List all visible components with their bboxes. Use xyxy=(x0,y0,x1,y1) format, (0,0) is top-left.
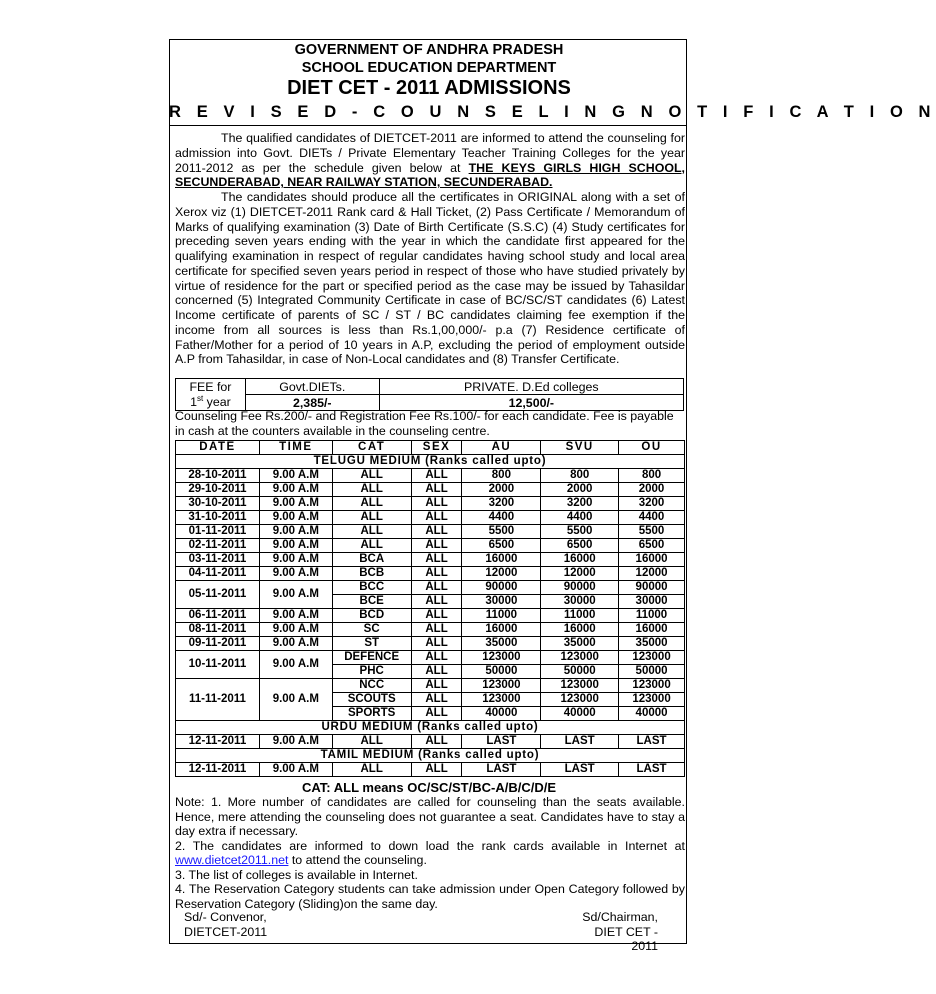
date-cell: 12-11-2011 xyxy=(176,735,260,749)
time-cell: 9.00 A.M xyxy=(259,553,332,567)
ou-cell: 30000 xyxy=(619,595,685,609)
ou-cell: 5500 xyxy=(619,525,685,539)
sex-cell: ALL xyxy=(411,665,462,679)
svu-cell: 123000 xyxy=(541,693,619,707)
svu-cell: LAST xyxy=(541,735,619,749)
sex-cell: ALL xyxy=(411,679,462,693)
table-row xyxy=(176,511,685,525)
date-cell: 01-11-2011 xyxy=(176,525,260,539)
intro-paragraph xyxy=(175,131,685,190)
date-cell: 08-11-2011 xyxy=(176,623,260,637)
fee-header-row xyxy=(176,379,684,395)
cat-cell: BCB xyxy=(332,567,411,581)
svu-cell: 12000 xyxy=(541,567,619,581)
au-cell: 6500 xyxy=(462,539,541,553)
table-row xyxy=(176,679,685,693)
cat-cell: ALL xyxy=(332,469,411,483)
svu-cell: 40000 xyxy=(541,707,619,721)
date-cell: 04-11-2011 xyxy=(176,567,260,581)
sex-cell: ALL xyxy=(411,553,462,567)
section-row-telugu xyxy=(176,455,685,469)
date-cell: 28-10-2011 xyxy=(176,469,260,483)
svu-cell: 5500 xyxy=(541,525,619,539)
table-row xyxy=(176,469,685,483)
au-cell: 30000 xyxy=(462,595,541,609)
date-cell: 02-11-2011 xyxy=(176,539,260,553)
cat-cell: ALL xyxy=(332,539,411,553)
au-cell: 2000 xyxy=(462,483,541,497)
intro-venue: THE KEYS GIRLS HIGH SCHOOL, SECUNDERABAD, NEAR RAILWAY STATION, SECUNDERABAD. xyxy=(175,160,685,190)
cat-cell: BCA xyxy=(332,553,411,567)
au-cell: 123000 xyxy=(462,651,541,665)
table-row xyxy=(176,567,685,581)
svu-cell: 3200 xyxy=(541,497,619,511)
fee-label-num: 1 xyxy=(190,395,197,410)
section-row-tamil xyxy=(176,749,685,763)
table-row xyxy=(176,637,685,651)
svu-cell: 16000 xyxy=(541,623,619,637)
svu-cell: 123000 xyxy=(541,651,619,665)
section-tamil-medium: TAMIL MEDIUM (Ranks called upto) xyxy=(176,749,685,763)
rank-schedule-table xyxy=(175,440,685,777)
notes-section xyxy=(175,795,685,911)
svu-cell: 11000 xyxy=(541,609,619,623)
table-row xyxy=(176,735,685,749)
table-row xyxy=(176,539,685,553)
au-cell: 35000 xyxy=(462,637,541,651)
ou-cell: 35000 xyxy=(619,637,685,651)
table-row xyxy=(176,483,685,497)
table-header-row xyxy=(176,441,685,455)
date-cell: 11-11-2011 xyxy=(176,679,260,721)
certificates-paragraph xyxy=(175,190,685,367)
cat-cell: BCC xyxy=(332,581,411,595)
cat-cell: ALL xyxy=(332,735,411,749)
signature-chairman xyxy=(568,910,658,954)
header-government: GOVERNMENT OF ANDHRA PRADESH xyxy=(294,42,564,58)
table-row xyxy=(176,763,685,777)
table-row xyxy=(176,497,685,511)
au-cell: 4400 xyxy=(462,511,541,525)
date-cell: 03-11-2011 xyxy=(176,553,260,567)
fee-label-line1: FEE for xyxy=(176,379,246,395)
cat-cell: SPORTS xyxy=(332,707,411,721)
time-cell: 9.00 A.M xyxy=(259,679,332,721)
svu-cell: 6500 xyxy=(541,539,619,553)
section-row-urdu xyxy=(176,721,685,735)
sex-cell: ALL xyxy=(411,469,462,483)
table-row xyxy=(176,609,685,623)
header-svu: SVU xyxy=(541,441,619,455)
cat-cell: ALL xyxy=(332,497,411,511)
ou-cell: 90000 xyxy=(619,581,685,595)
au-cell: 16000 xyxy=(462,623,541,637)
ou-cell: 11000 xyxy=(619,609,685,623)
ou-cell: 123000 xyxy=(619,693,685,707)
signature-convenor xyxy=(184,910,267,939)
note-2 xyxy=(175,839,685,868)
cat-cell: NCC xyxy=(332,679,411,693)
cat-cell: ST xyxy=(332,637,411,651)
sex-cell: ALL xyxy=(411,735,462,749)
cat-cell: SCOUTS xyxy=(332,693,411,707)
date-cell: 09-11-2011 xyxy=(176,637,260,651)
svu-cell: 800 xyxy=(541,469,619,483)
header-date: DATE xyxy=(176,441,260,455)
fee-govt-value: 2,385/- xyxy=(245,395,379,411)
au-cell: 16000 xyxy=(462,553,541,567)
date-cell: 29-10-2011 xyxy=(176,483,260,497)
sex-cell: ALL xyxy=(411,763,462,777)
header-department: SCHOOL EDUCATION DEPARTMENT xyxy=(301,60,557,76)
time-cell: 9.00 A.M xyxy=(259,539,332,553)
ou-cell: 6500 xyxy=(619,539,685,553)
au-cell: LAST xyxy=(462,763,541,777)
time-cell: 9.00 A.M xyxy=(259,483,332,497)
au-cell: 800 xyxy=(462,469,541,483)
note-2-suffix: to attend the counseling. xyxy=(288,853,427,867)
time-cell: 9.00 A.M xyxy=(259,735,332,749)
svu-cell: LAST xyxy=(541,763,619,777)
fee-label-rest: year xyxy=(203,395,231,410)
sex-cell: ALL xyxy=(411,483,462,497)
sex-cell: ALL xyxy=(411,525,462,539)
table-row xyxy=(176,651,685,665)
cat-cell: DEFENCE xyxy=(332,651,411,665)
header-divider xyxy=(169,125,687,126)
date-cell: 12-11-2011 xyxy=(176,763,260,777)
sex-cell: ALL xyxy=(411,707,462,721)
sex-cell: ALL xyxy=(411,693,462,707)
au-cell: LAST xyxy=(462,735,541,749)
sex-cell: ALL xyxy=(411,637,462,651)
date-cell: 31-10-2011 xyxy=(176,511,260,525)
ou-cell: 800 xyxy=(619,469,685,483)
svu-cell: 2000 xyxy=(541,483,619,497)
svu-cell: 90000 xyxy=(541,581,619,595)
header-au: AU xyxy=(462,441,541,455)
header-ou: OU xyxy=(619,441,685,455)
svu-cell: 35000 xyxy=(541,637,619,651)
ou-cell: 50000 xyxy=(619,665,685,679)
au-cell: 3200 xyxy=(462,497,541,511)
table-row xyxy=(176,553,685,567)
fee-note: Counseling Fee Rs.200/- and Registration Fee Rs.100/- for each candidate. Fee is payable in cash at the counters available in the counseling centre. xyxy=(175,409,674,438)
time-cell: 9.00 A.M xyxy=(259,525,332,539)
fee-label-sup: st xyxy=(197,394,204,404)
time-cell: 9.00 A.M xyxy=(259,609,332,623)
au-cell: 90000 xyxy=(462,581,541,595)
ou-cell: 2000 xyxy=(619,483,685,497)
cat-cell: BCE xyxy=(332,595,411,609)
svu-cell: 16000 xyxy=(541,553,619,567)
au-cell: 123000 xyxy=(462,679,541,693)
au-cell: 123000 xyxy=(462,693,541,707)
table-row xyxy=(176,623,685,637)
ou-cell: LAST xyxy=(619,735,685,749)
cat-cell: SC xyxy=(332,623,411,637)
rank-table-body xyxy=(176,441,685,777)
svu-cell: 30000 xyxy=(541,595,619,609)
table-row xyxy=(176,581,685,595)
fee-govt-header: Govt.DIETs. xyxy=(245,379,379,395)
au-cell: 12000 xyxy=(462,567,541,581)
chairman-line2: DIET CET - 2011 xyxy=(594,924,658,953)
sex-cell: ALL xyxy=(411,581,462,595)
time-cell: 9.00 A.M xyxy=(259,497,332,511)
svu-cell: 123000 xyxy=(541,679,619,693)
ou-cell: 123000 xyxy=(619,679,685,693)
time-cell: 9.00 A.M xyxy=(259,567,332,581)
time-cell: 9.00 A.M xyxy=(259,511,332,525)
date-cell: 30-10-2011 xyxy=(176,497,260,511)
note-1: Note: 1. More number of candidates are called for counseling than the seats available. Hence, mere attending the counseling does not guarantee a seat. Candidates have to stay a day extra if necessary. xyxy=(175,795,685,838)
date-cell: 05-11-2011 xyxy=(176,581,260,609)
chairman-line1: Sd/Chairman, xyxy=(582,910,658,924)
fee-table xyxy=(175,378,684,411)
ou-cell: 123000 xyxy=(619,651,685,665)
section-urdu-medium: URDU MEDIUM (Ranks called upto) xyxy=(176,721,685,735)
sex-cell: ALL xyxy=(411,623,462,637)
ou-cell: 4400 xyxy=(619,511,685,525)
notification-subtitle: R E V I S E D - C O U N S E L I N G N O T I F I C A T I O N xyxy=(169,103,936,121)
date-cell: 10-11-2011 xyxy=(176,651,260,679)
certificates-text: The candidates should produce all the certificates in ORIGINAL along with a set of Xerox viz (1) DIETCET-2011 Rank card & Hall Ticket, (2) Pass Certificate / Memorandum of Marks of qualifying examination (3) Date of Birth Certificate (S.S.C) (4) Study certificates for preceding seven years ending with the year in which the candidate first appeared for the qualifying examination in respect of regular candidates having school study and local area certificate for specified seven years period in respect of those who have studied privately by virtue of residence for the part or specified period as the case may be issued by Tahasildar concerned (5) Integrated Community Certificate in case of BC/SC/ST candidates (6) Latest Income certificate of parents of SC / ST / BC candidates claiming fee exemption if the income from all sources is less than Rs.1,00,000/- p.a (7) Residence certificate of Father/Mother for a period of 10 years in A.P, excluding the period of employment outside A.P from Tahasildar, in case of Non-Local candidates and (8) Transfer Certificate. xyxy=(175,190,685,367)
svu-cell: 4400 xyxy=(541,511,619,525)
cat-cell: ALL xyxy=(332,763,411,777)
sex-cell: ALL xyxy=(411,539,462,553)
sex-cell: ALL xyxy=(411,497,462,511)
svu-cell: 50000 xyxy=(541,665,619,679)
time-cell: 9.00 A.M xyxy=(259,469,332,483)
page-title: DIET CET - 2011 ADMISSIONS xyxy=(287,77,571,99)
ou-cell: 3200 xyxy=(619,497,685,511)
intro-text: The qualified candidates of DIETCET-2011 are informed to attend the counseling for admission into Govt. DIETs / Private Elementary Teacher Training Colleges for the year 2011-2012 as per the schedule given below at xyxy=(175,131,685,175)
cat-cell: ALL xyxy=(332,525,411,539)
table-row xyxy=(176,525,685,539)
sex-cell: ALL xyxy=(411,651,462,665)
date-cell: 06-11-2011 xyxy=(176,609,260,623)
category-note: CAT: ALL means OC/SC/ST/BC-A/B/C/D/E xyxy=(301,780,556,795)
au-cell: 40000 xyxy=(462,707,541,721)
convenor-line1: Sd/- Convenor, xyxy=(184,910,267,924)
header-sex: SEX xyxy=(411,441,462,455)
sex-cell: ALL xyxy=(411,595,462,609)
convenor-line2: DIETCET-2011 xyxy=(184,924,268,939)
ou-cell: 12000 xyxy=(619,567,685,581)
sex-cell: ALL xyxy=(411,511,462,525)
au-cell: 11000 xyxy=(462,609,541,623)
sex-cell: ALL xyxy=(411,567,462,581)
fee-private-header: PRIVATE. D.Ed colleges xyxy=(379,379,683,395)
section-telugu-medium: TELUGU MEDIUM (Ranks called upto) xyxy=(176,455,685,469)
ou-cell: 40000 xyxy=(619,707,685,721)
time-cell: 9.00 A.M xyxy=(259,581,332,609)
sex-cell: ALL xyxy=(411,609,462,623)
time-cell: 9.00 A.M xyxy=(259,637,332,651)
time-cell: 9.00 A.M xyxy=(259,623,332,637)
fee-private-value: 12,500/- xyxy=(379,395,683,411)
time-cell: 9.00 A.M xyxy=(259,651,332,679)
au-cell: 50000 xyxy=(462,665,541,679)
note-2-text: 2. The candidates are informed to down load the rank cards available in Internet at xyxy=(175,838,685,853)
note-4: 4. The Reservation Category students can take admission under Open Category followed by Reservation Category (Sliding)on the same day. xyxy=(175,882,685,911)
ou-cell: 16000 xyxy=(619,623,685,637)
cat-cell: ALL xyxy=(332,483,411,497)
au-cell: 5500 xyxy=(462,525,541,539)
ou-cell: LAST xyxy=(619,763,685,777)
cat-cell: BCD xyxy=(332,609,411,623)
header-time: TIME xyxy=(259,441,332,455)
ou-cell: 16000 xyxy=(619,553,685,567)
note-3: 3. The list of colleges is available in Internet. xyxy=(175,867,418,882)
header-cat: CAT xyxy=(332,441,411,455)
cat-cell: PHC xyxy=(332,665,411,679)
time-cell: 9.00 A.M xyxy=(259,763,332,777)
cat-cell: ALL xyxy=(332,511,411,525)
rank-card-link[interactable]: www.dietcet2011.net xyxy=(175,853,289,867)
